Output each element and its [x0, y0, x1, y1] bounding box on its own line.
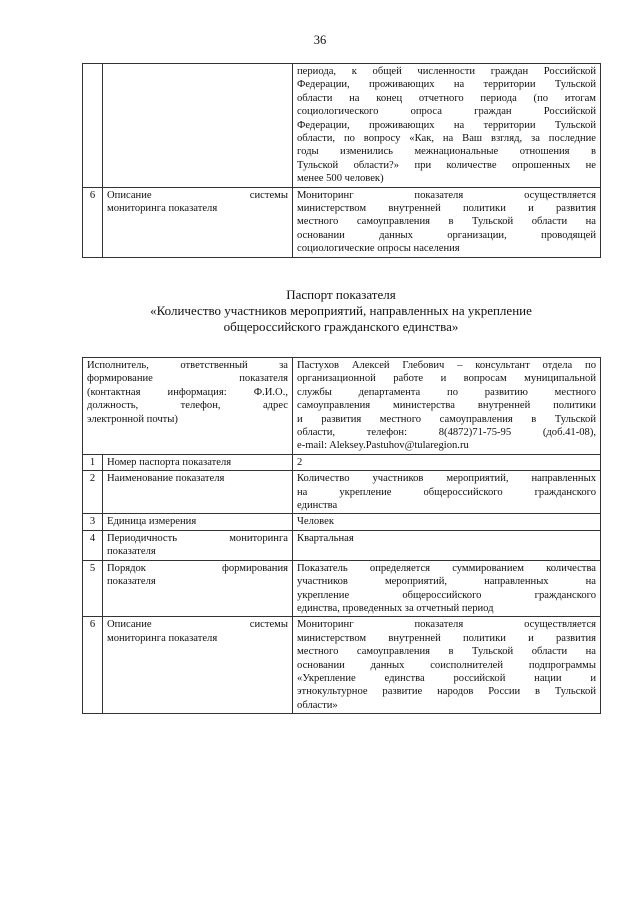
text-line: Федерации, проживающих на территории Тульской: [297, 79, 596, 91]
label-line: мониторинга показателя: [107, 203, 218, 215]
value-cell: [293, 530, 601, 560]
text-line: участников мероприятий, направленных на: [297, 576, 597, 588]
text-line: самоуправления министерства внутренней политики: [297, 400, 597, 412]
email-line: e-mail: Aleksey.Pastuhov@tularegion.ru: [297, 440, 469, 452]
text-line: области на конец отчетного периода (по итогам: [297, 92, 596, 104]
label-cell: [103, 471, 293, 514]
text-line: социологические опросы населения: [297, 243, 460, 255]
label-line: Описание системы: [107, 189, 288, 201]
value-cell: [293, 617, 601, 714]
label-line: Номер паспорта показателя: [107, 456, 232, 468]
passport-title: Паспорт показателя: [286, 287, 396, 302]
text-line: основании данных организации, проводящей: [297, 229, 596, 241]
executor-label-cell: [83, 358, 293, 455]
text-line: области»: [297, 699, 338, 711]
table-row-3: [83, 514, 601, 530]
text-line: основании данных соисполнителей подпрограммы: [297, 659, 597, 671]
text-line: Человек: [297, 516, 334, 528]
text-line: Тульской области?» при количестве опрошенных не: [297, 159, 596, 171]
text-line: этнокультурное развитие народов России в Тульской: [297, 686, 597, 698]
table-row-1: [83, 454, 601, 470]
text-line: 2: [297, 456, 303, 468]
text-line: укрепление общероссийского гражданского: [297, 589, 597, 601]
text-line: местного самоуправления в Тульской области на: [297, 646, 597, 658]
label-line: Порядок формирования: [107, 562, 289, 574]
text-line: менее 500 человек): [297, 173, 384, 185]
label-cell: [103, 560, 293, 617]
value-cell: [293, 187, 601, 257]
table-row-continuation: [83, 64, 601, 188]
row-number-cell: [83, 64, 103, 188]
label-line: формирование показателя: [87, 373, 289, 385]
label-line: электронной почты): [87, 413, 178, 425]
value-cell: [293, 560, 601, 617]
text-line: Количество участников мероприятий, направленных: [297, 473, 597, 485]
row-number-cell: 6: [83, 617, 103, 714]
row-number-cell: 1: [83, 454, 103, 470]
row-number-cell: 4: [83, 530, 103, 560]
text-line: на укрепление общероссийского гражданского: [297, 486, 596, 498]
text-line: периода, к общей численности граждан Российской: [297, 66, 596, 77]
label-line: Периодичность мониторинга: [107, 532, 289, 544]
text-line: Мониторинг показателя осуществляется: [297, 189, 596, 201]
table-row-5: [83, 560, 601, 617]
table-row-2: [83, 471, 601, 514]
executor-value-cell: [293, 358, 601, 455]
table-row-6: [83, 187, 601, 257]
table-row-6: [83, 617, 601, 714]
text-line: организационной работе и вопросам муниципальной: [297, 373, 597, 385]
table-row-4: [83, 530, 601, 560]
label-line: Описание системы: [107, 619, 289, 631]
label-line: должность, телефон, адрес: [87, 400, 289, 412]
label-line: мониторинга показателя: [107, 632, 218, 644]
value-cell: [293, 471, 601, 514]
text-line: социологического опроса граждан Российской: [297, 106, 596, 118]
indicator-table-continuation: [82, 63, 601, 258]
text-line: «Укрепление единства российской нации и: [297, 672, 597, 684]
value-cell: [293, 454, 601, 470]
text-line: Показатель определяется суммированием количества: [297, 562, 597, 574]
label-line: показателя: [107, 546, 156, 558]
text-line: министерством внутренней политики и развития: [297, 632, 597, 644]
text-line: Мониторинг показателя осуществляется: [297, 619, 597, 631]
label-cell: [103, 454, 293, 470]
text-line: единства, проведенных за отчетный период: [297, 602, 494, 614]
text-line: годы изменились межнациональные отношения в: [297, 146, 596, 158]
label-line: Наименование показателя: [107, 473, 225, 485]
text-line: местного самоуправления в Тульской области на: [297, 216, 596, 228]
page-number: 36: [313, 33, 327, 47]
row-number-cell: 3: [83, 514, 103, 530]
table-row-executor: [83, 358, 601, 455]
label-line: (контактная информация: Ф.И.О.,: [87, 386, 289, 398]
row-number-cell: 5: [83, 560, 103, 617]
label-cell: [103, 530, 293, 560]
passport-heading: [82, 287, 600, 335]
text-line: единства: [297, 500, 338, 512]
text-line: и развития местного самоуправления в Тульской: [297, 413, 597, 425]
text-line: службы департамента по развитию местного: [297, 386, 597, 398]
label-line: Единица измерения: [107, 516, 197, 528]
label-cell: [103, 64, 293, 188]
text-line: Федерации, проживающих на территории Тульской: [297, 119, 596, 131]
text-line: области, по вопросу «Как, на Ваш взгляд, за последние: [297, 133, 596, 145]
text-line: министерством внутренней политики и развития: [297, 203, 596, 215]
label-cell: [103, 617, 293, 714]
value-cell: [293, 514, 601, 530]
text-line: области, телефон: 8(4872)71-75-95 (доб.41-08),: [297, 427, 597, 439]
value-cell: [293, 64, 601, 188]
passport-subtitle-line: «Количество участников мероприятий, направленных на укрепление: [150, 303, 532, 318]
text-line: Квартальная: [297, 532, 354, 544]
label-cell: [103, 187, 293, 257]
passport-subtitle-line: общероссийского гражданского единства»: [223, 319, 459, 334]
label-line: показателя: [107, 576, 156, 588]
text-line: Пастухов Алексей Глебович – консультант отдела по: [297, 360, 597, 371]
label-cell: [103, 514, 293, 530]
label-line: Исполнитель, ответственный за: [87, 360, 289, 371]
row-number-cell: 6: [83, 187, 103, 257]
passport-table: [82, 357, 601, 714]
row-number-cell: 2: [83, 471, 103, 514]
